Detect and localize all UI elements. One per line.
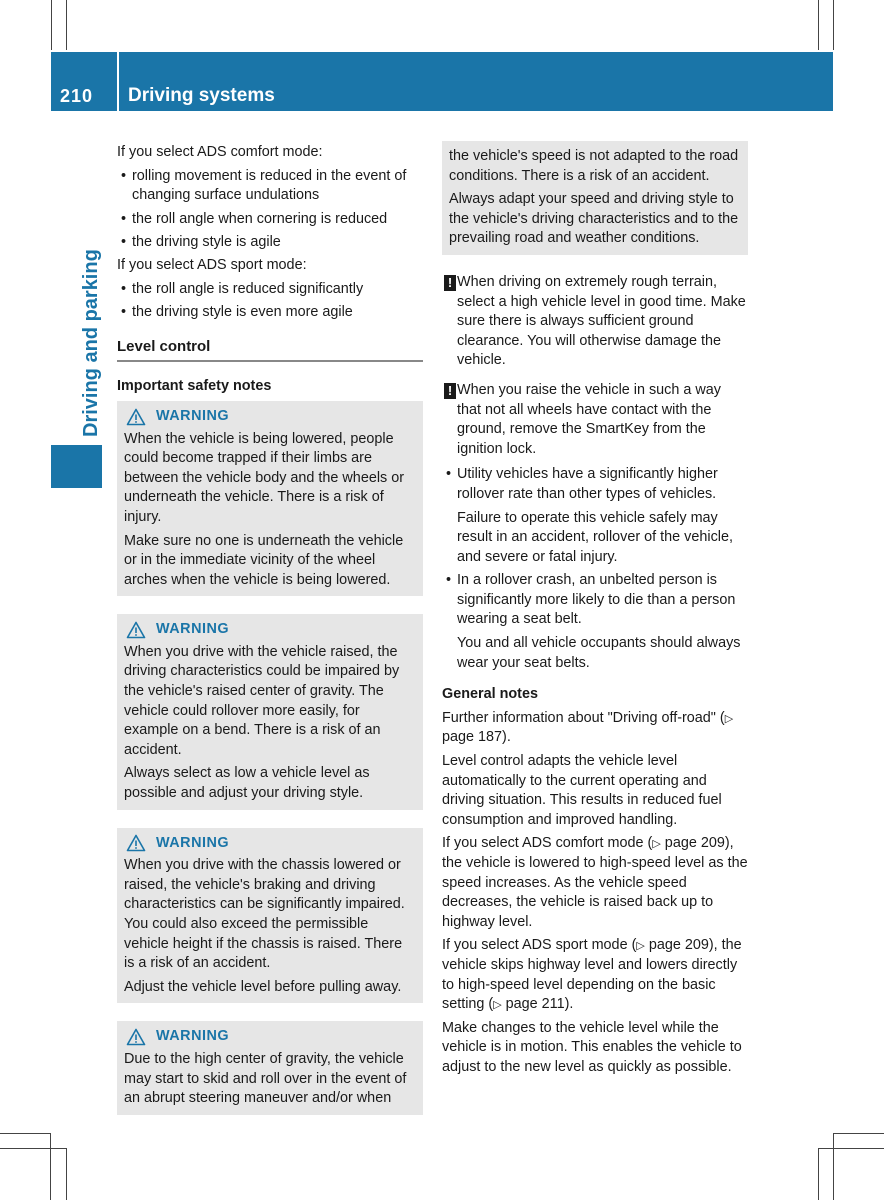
crop-mark: [818, 1148, 884, 1149]
warning-icon: [126, 408, 146, 426]
page-ref-link[interactable]: page 187).: [442, 729, 511, 746]
bullet-icon: •: [121, 167, 127, 184]
note-text: When driving on extremely rough terrain, select a high vehicle level in good time. Make sure there is always sufficient ground clearance. You will otherwise damage the vehicle.: [457, 273, 746, 369]
warning-label: WARNING: [156, 834, 230, 851]
warning-text: When you drive with the chassis lowered or raised, the vehicle's braking and driving characteristics can be significantly impaired. You could also exceed the permissible vehicle height if the chassis is raised. There is a risk of an accident.: [124, 857, 405, 972]
list-item-text: the roll angle when cornering is reduced: [132, 210, 388, 227]
warning-text: When the vehicle is being lowered, people could become trapped if their limbs are between the vehicle body and the wheels or underneath the vehicle. There is a risk of injury.: [124, 430, 405, 525]
bullet-icon: •: [121, 280, 127, 297]
warning-box-continued: [442, 141, 748, 255]
list-item-text: rolling movement is reduced in the event of changing surface undulations: [132, 167, 407, 204]
page-ref-icon: ▷: [652, 837, 661, 851]
crop-mark: [818, 1148, 819, 1200]
warning-text: Always adapt your speed and driving style to the vehicle's driving characteristics and to the prevailing road and weather conditions.: [449, 191, 739, 247]
warning-icon: [126, 834, 146, 852]
page-ref-link[interactable]: page 209), the vehicle skips highway level and lowers directly to high-speed level depending on the basic setting (: [442, 937, 742, 1013]
paragraph: Make changes to the vehicle level while the vehicle is in motion. This enables the vehicle to adjust to the new level as quickly as possible.: [442, 1019, 742, 1075]
list-item-text: In a rollover crash, an unbelted person is significantly more likely to die than a person wearing a seat belt.: [457, 572, 736, 628]
warning-text: Always select as low a vehicle level as possible and adjust your driving style.: [124, 765, 370, 802]
list-item: [117, 167, 423, 206]
warning-header: [124, 620, 416, 640]
warning-text: Make sure no one is underneath the vehicle or in the immediate vicinity of the wheel arches when the vehicle is being lowered.: [124, 532, 404, 588]
list-item: [117, 303, 423, 323]
list-item-text: the roll angle is reduced significantly: [132, 280, 364, 297]
paragraph: Level control adapts the vehicle level automatically to the current operating and driving situation. This results in reduced fuel consumption and improved handling.: [442, 753, 722, 828]
sport-intro: If you select ADS sport mode:: [117, 256, 307, 273]
bullet-icon: •: [121, 210, 127, 227]
left-column: [117, 143, 423, 1115]
warning-text: the vehicle's speed is not adapted to the road conditions. There is a risk of an accident.: [449, 148, 739, 184]
crop-mark: [66, 0, 67, 50]
list-item-text: the driving style is even more agile: [132, 304, 353, 321]
damage-note: [442, 273, 748, 371]
damage-note: [442, 381, 748, 459]
note-text: When you raise the vehicle in such a way that not all wheels have contact with the ground, remove the SmartKey from the ignition lock.: [457, 381, 721, 457]
crop-mark: [833, 1133, 834, 1200]
warning-icon: [126, 1028, 146, 1046]
warning-box: [117, 828, 423, 1004]
page-ref-link[interactable]: page 211).: [501, 996, 574, 1013]
list-item-text: the driving style is agile: [132, 234, 281, 251]
bullet-icon: •: [121, 304, 127, 321]
crop-mark: [66, 1148, 67, 1200]
page-ref-icon: ▷: [636, 939, 645, 953]
paragraph: [442, 834, 748, 932]
crop-mark: [0, 1133, 50, 1134]
general-notes-title: General notes: [442, 686, 538, 703]
warning-header: [124, 1027, 416, 1047]
list-item: [117, 280, 423, 300]
warning-text: When you drive with the vehicle raised, the driving characteristics could be impaired by the vehicle's raised center of gravity. The vehicle could rollover more easily, for example on a bend. There is a risk of an accident.: [124, 643, 400, 758]
warning-text: Adjust the vehicle level before pulling away.: [124, 978, 402, 995]
list-item-continuation: Failure to operate this vehicle safely may result in an accident, rollover of the vehicle, and severe or fatal injury.: [457, 509, 733, 565]
warning-box: [117, 1021, 423, 1114]
warning-icon: [126, 621, 146, 639]
comfort-intro: If you select ADS comfort mode:: [117, 144, 323, 160]
warning-label: WARNING: [156, 1028, 230, 1045]
page-title: Driving systems: [128, 85, 275, 106]
exclamation-icon: !: [444, 275, 456, 291]
list-item-text: Utility vehicles have a significantly higher rollover rate than other types of vehicles.: [457, 466, 718, 502]
paragraph-text: If you select ADS sport mode (: [442, 937, 637, 954]
page-number: 210: [60, 86, 94, 106]
warning-header: [124, 407, 416, 427]
side-tab-label: Driving and parking: [80, 249, 102, 437]
warning-header: [124, 834, 416, 854]
subsection-title: Important safety notes: [117, 378, 272, 395]
page-ref-icon: ▷: [493, 998, 502, 1012]
warning-label: WARNING: [156, 621, 230, 638]
crop-mark: [51, 0, 52, 50]
right-column: [442, 141, 748, 1082]
page-ref-link[interactable]: page 209), the vehicle is lowered to high-speed level as the speed increases. As the vehicle speed decreases, the vehicle is raised back up to highway level.: [442, 835, 748, 930]
crop-mark: [833, 0, 834, 50]
paragraph-text: Further information about "Driving off-road" (: [442, 709, 725, 726]
list-item: [442, 465, 748, 504]
paragraph-text: If you select ADS comfort mode (: [442, 835, 653, 852]
crop-mark: [818, 0, 819, 50]
list-item-continuation: You and all vehicle occupants should always wear your seat belts.: [457, 635, 741, 671]
bullet-icon: •: [446, 572, 452, 589]
header-divider: [117, 52, 119, 111]
crop-mark: [50, 1133, 51, 1200]
paragraph: [442, 709, 748, 748]
list-item: [117, 233, 423, 253]
warning-text: Due to the high center of gravity, the vehicle may start to skid and roll over in the event of an abrupt steering maneuver and/or when: [124, 1050, 407, 1107]
section-title: Level control: [117, 337, 423, 363]
side-tab-marker: [51, 445, 102, 488]
paragraph: [442, 936, 748, 1014]
exclamation-icon: !: [444, 383, 456, 399]
warning-box: [117, 614, 423, 809]
list-item: [117, 210, 423, 230]
warning-box: [117, 401, 423, 596]
bullet-icon: •: [121, 234, 127, 251]
bullet-icon: •: [446, 466, 452, 483]
list-item: [442, 571, 748, 630]
crop-mark: [0, 1148, 66, 1149]
page-ref-icon: ▷: [724, 711, 734, 725]
crop-mark: [834, 1133, 884, 1134]
warning-label: WARNING: [156, 407, 230, 424]
